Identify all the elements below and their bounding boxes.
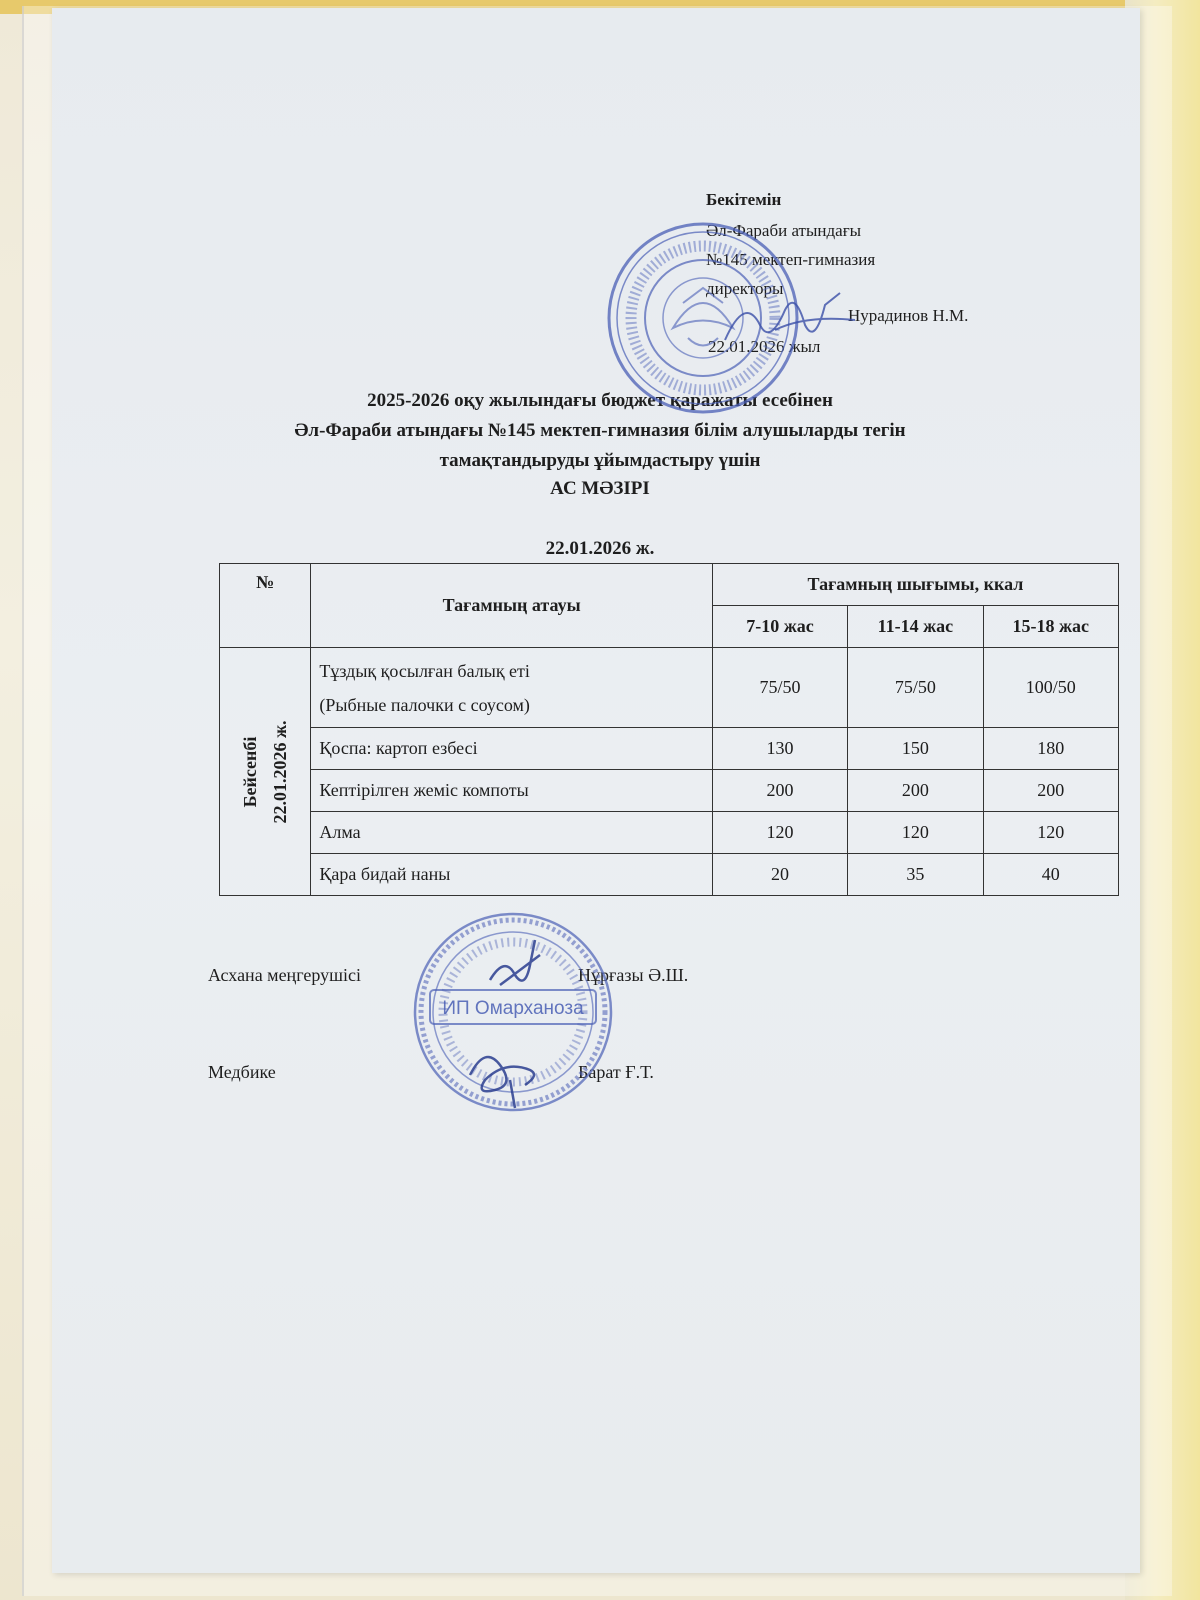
kcal-11-14: 35 bbox=[848, 854, 983, 896]
signature-name-canteen: Нұрғазы Ә.Ш. bbox=[578, 965, 689, 985]
kcal-7-10: 130 bbox=[712, 728, 847, 770]
dish-name: Қара бидай наны bbox=[311, 854, 712, 896]
director-name: Нурадинов Н.М. bbox=[848, 306, 969, 325]
heading-line-1: 2025-2026 оқу жылындағы бюджет қаражаты есебінен bbox=[367, 390, 833, 411]
dish-name: Кептірілген жеміс компоты bbox=[311, 770, 712, 812]
kcal-7-10: 200 bbox=[712, 770, 847, 812]
heading-line-3: тамақтандыруды ұйымдастыру үшін bbox=[439, 450, 761, 471]
day-label bbox=[235, 720, 295, 823]
approval-date: 22.01.2026 жыл bbox=[708, 337, 821, 356]
kcal-11-14: 120 bbox=[848, 812, 983, 854]
header-dish-name: Тағамның атауы bbox=[311, 564, 712, 648]
signature-name-nurse: Барат Ғ.Т. bbox=[578, 1062, 654, 1082]
menu-table bbox=[219, 563, 1119, 896]
header-output: Тағамның шығымы, ккал bbox=[712, 564, 1118, 606]
day-cell bbox=[220, 648, 311, 896]
kcal-7-10: 75/50 bbox=[712, 648, 847, 728]
day-name: Бейсенбі bbox=[240, 736, 261, 807]
dish-name: Алма bbox=[311, 812, 712, 854]
kcal-11-14: 75/50 bbox=[848, 648, 983, 728]
table-row bbox=[220, 770, 1119, 812]
kcal-15-18: 200 bbox=[983, 770, 1118, 812]
header-number: № bbox=[220, 564, 311, 648]
dish-name-kz: Тұздық қосылған балық еті bbox=[319, 660, 530, 681]
signature-role-nurse: Медбике bbox=[208, 1062, 276, 1082]
approval-line-2: №145 мектеп-гимназия bbox=[706, 250, 876, 269]
kcal-7-10: 120 bbox=[712, 812, 847, 854]
kcal-11-14: 200 bbox=[848, 770, 983, 812]
kcal-15-18: 180 bbox=[983, 728, 1118, 770]
dish-name-ru: (Рыбные палочки с соусом) bbox=[319, 694, 530, 715]
header-age-2: 11-14 жас bbox=[848, 606, 983, 648]
table-row bbox=[220, 812, 1119, 854]
table-header-row bbox=[220, 564, 1119, 606]
kcal-7-10: 20 bbox=[712, 854, 847, 896]
page-title: АС МӘЗІРІ bbox=[550, 478, 650, 499]
header-age-1: 7-10 жас bbox=[712, 606, 847, 648]
table-row bbox=[220, 854, 1119, 896]
dish-name: Қоспа: картоп езбесі bbox=[311, 728, 712, 770]
day-date: 22.01.2026 ж. bbox=[270, 719, 291, 824]
ip-stamp-text: ИП Омарханоза bbox=[442, 998, 584, 1019]
approval-title: Бекітемін bbox=[706, 190, 782, 209]
table-row bbox=[220, 648, 1119, 728]
kcal-15-18: 120 bbox=[983, 812, 1118, 854]
kcal-15-18: 40 bbox=[983, 854, 1118, 896]
signature-role-canteen: Асхана меңгерушісі bbox=[208, 965, 361, 985]
approval-line-1: Әл-Фараби атындағы bbox=[706, 221, 862, 240]
heading-line-2: Әл-Фараби атындағы №145 мектеп-гимназия білім алушыларды тегін bbox=[294, 420, 906, 441]
kcal-15-18: 100/50 bbox=[983, 648, 1118, 728]
header-age-3: 15-18 жас bbox=[983, 606, 1118, 648]
kcal-11-14: 150 bbox=[848, 728, 983, 770]
dish-name bbox=[311, 648, 712, 728]
approval-line-3: директоры bbox=[706, 279, 784, 298]
table-row bbox=[220, 728, 1119, 770]
menu-date: 22.01.2026 ж. bbox=[545, 538, 655, 559]
